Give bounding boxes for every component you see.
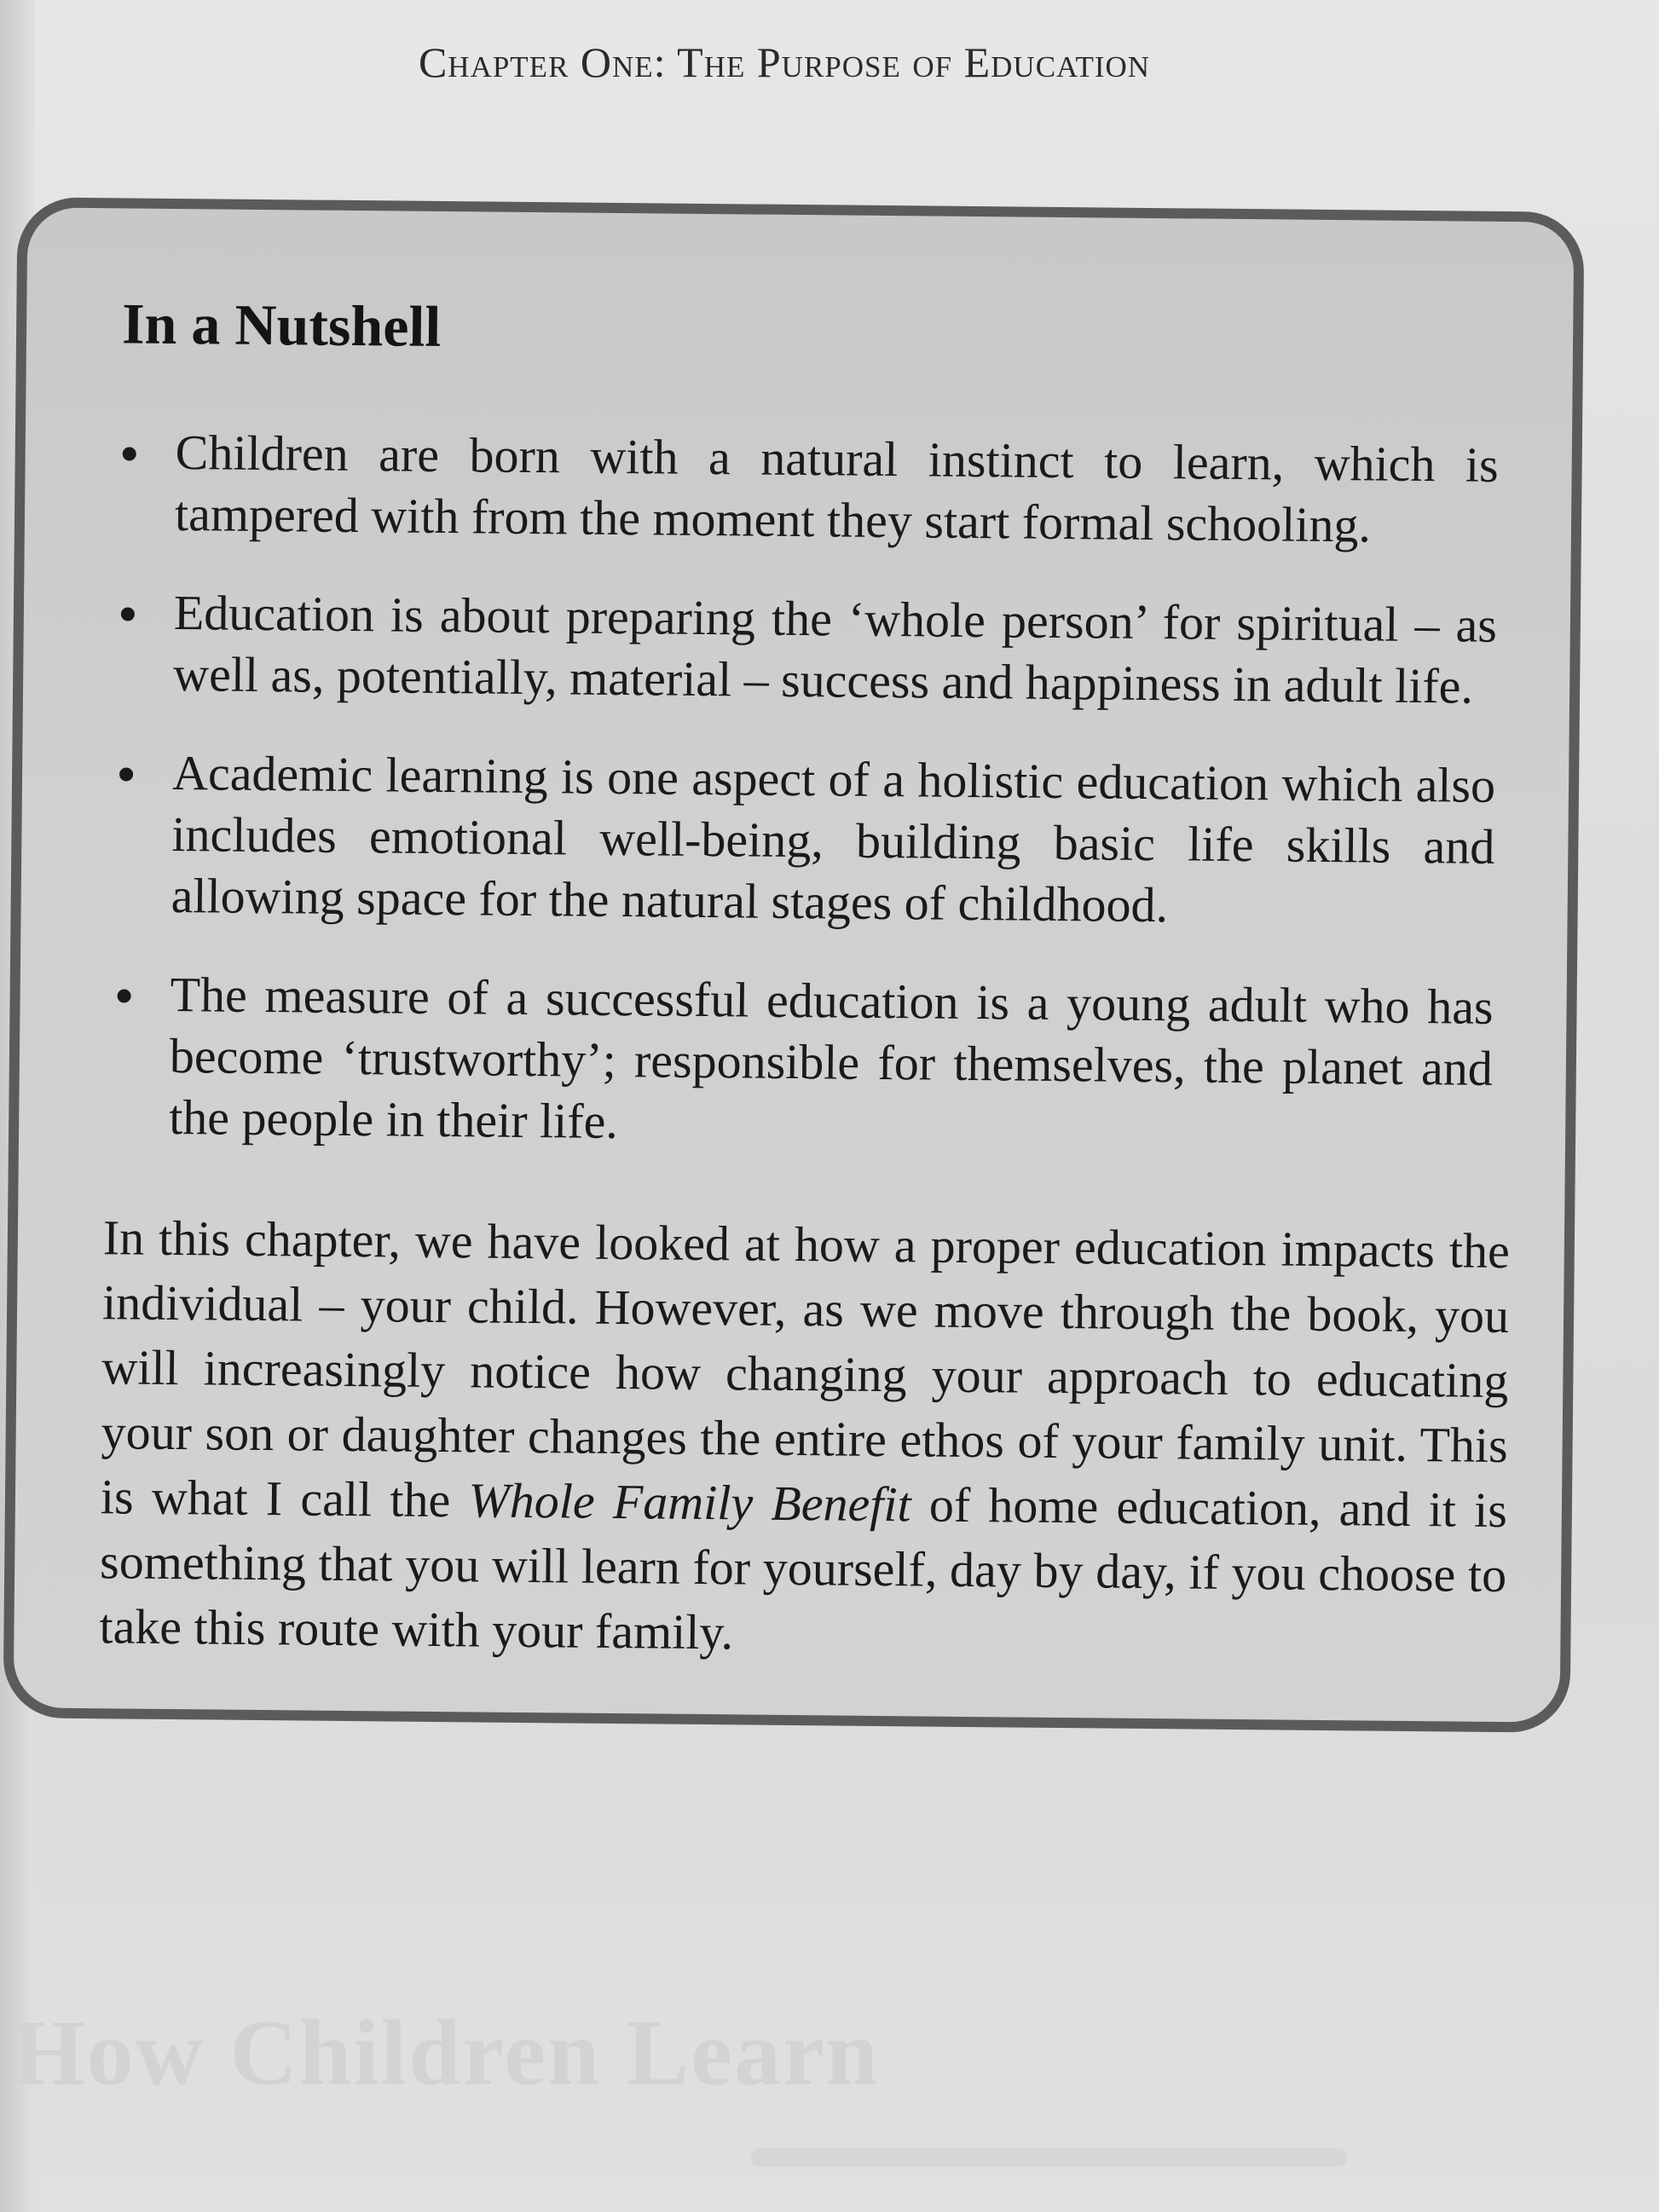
bullet-dot-icon [123, 447, 136, 460]
bullet-text: Children are born with a natural instinct to learn, which is tampered with from the moment they start formal schooling. [174, 424, 1499, 553]
bullet-item [111, 963, 1494, 1161]
whole-family-benefit-term: Whole Family Benefit [468, 1472, 911, 1533]
closing-text-start: In this chapter, we have looked at how a proper education impacts the individual – your child. However, as we move through the book, you will increasingly notice how changing your approach to educating your son or daughter changes the entire ethos of your family unit. This is what I call the [100, 1210, 1511, 1528]
bullet-text: Academic learning is one aspect of a holistic education which also includes emotional well-being, building basic life skills and allowing space for the natural stages of childhood. [171, 744, 1496, 933]
bullet-item [115, 581, 1497, 718]
show-through-line [750, 2148, 1347, 2167]
closing-text-end: of home education, and it is something that you will learn for yourself, day by day, if you choose to take this route with your family. [99, 1476, 1508, 1660]
bullet-item [113, 742, 1495, 939]
bullet-dot-icon [118, 989, 131, 1002]
nutshell-box [3, 197, 1584, 1733]
show-through-heading: How Children Learn [12, 2001, 880, 2105]
bullet-item [117, 421, 1499, 557]
closing-paragraph [99, 1205, 1510, 1672]
bullet-dot-icon [121, 607, 135, 621]
bullet-dot-icon [119, 767, 133, 781]
running-header: Chapter One: The Purpose of Education [418, 38, 1151, 86]
bullet-text: The measure of a successful education is a young adult who has become ‘trustworthy’; responsible for themselves, the planet and the people in their life. [168, 966, 1494, 1150]
box-title: In a Nutshell [121, 291, 442, 359]
bullet-text: Education is about preparing the ‘whole person’ for spiritual – as well as, potentially, material – success and happiness in adult life. [172, 585, 1498, 714]
bullet-list [110, 421, 1499, 1198]
